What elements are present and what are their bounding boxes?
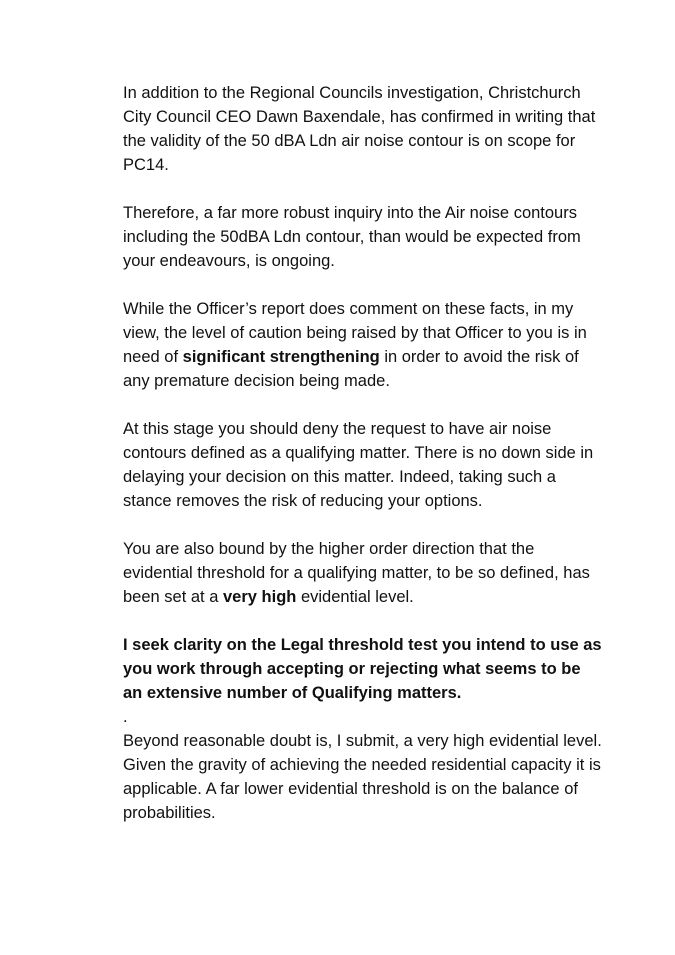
emphasis-very-high: very high xyxy=(223,588,297,606)
paragraph-officer-report-text-start: While the Officer’s report does comment on these facts, in my view, the level of caution being raised by that Officer to you is in need of xyxy=(123,300,587,366)
separator-dot: . xyxy=(123,708,128,726)
paragraph-officer-report-text-end: in order to avoid the risk of any premature decision being made. xyxy=(123,348,579,390)
paragraph-reasonable-doubt: Beyond reasonable doubt is, I submit, a very high evidential level. Given the gravity of achieving the needed residential capacity it is applicable. A far lower evidential threshold is on the balance of probabilities. xyxy=(123,732,602,822)
paragraph-higher-order-text-start: You are also bound by the higher order direction that the evidential threshold for a qualifying matter, to be so defined, has been set at a xyxy=(123,540,590,606)
paragraph-robust-inquiry: Therefore, a far more robust inquiry into the Air noise contours including the 50dBA Ldn contour, than would be expected from your endeavours, is ongoing. xyxy=(123,204,581,270)
document-page xyxy=(123,81,603,825)
paragraph-higher-order-direction xyxy=(123,537,603,609)
emphasis-significant-strengthening: significant strengthening xyxy=(182,348,380,366)
paragraph-higher-order-text-end: evidential level. xyxy=(296,588,414,606)
paragraph-officer-report xyxy=(123,297,603,393)
paragraph-legal-threshold-request: I seek clarity on the Legal threshold test you intend to use as you work through accepting or rejecting what seems to be an extensive number of Qualifying matters. xyxy=(123,636,602,702)
paragraph-deny-request: At this stage you should deny the request to have air noise contours defined as a qualifying matter. There is no down side in delaying your decision on this matter. Indeed, taking such a stance removes the risk of reducing your options. xyxy=(123,420,594,510)
paragraph-investigation: In addition to the Regional Councils investigation, Christchurch City Council CEO Dawn Baxendale, has confirmed in writing that the validity of the 50 dBA Ldn air noise contour is on scope for PC14. xyxy=(123,84,596,174)
